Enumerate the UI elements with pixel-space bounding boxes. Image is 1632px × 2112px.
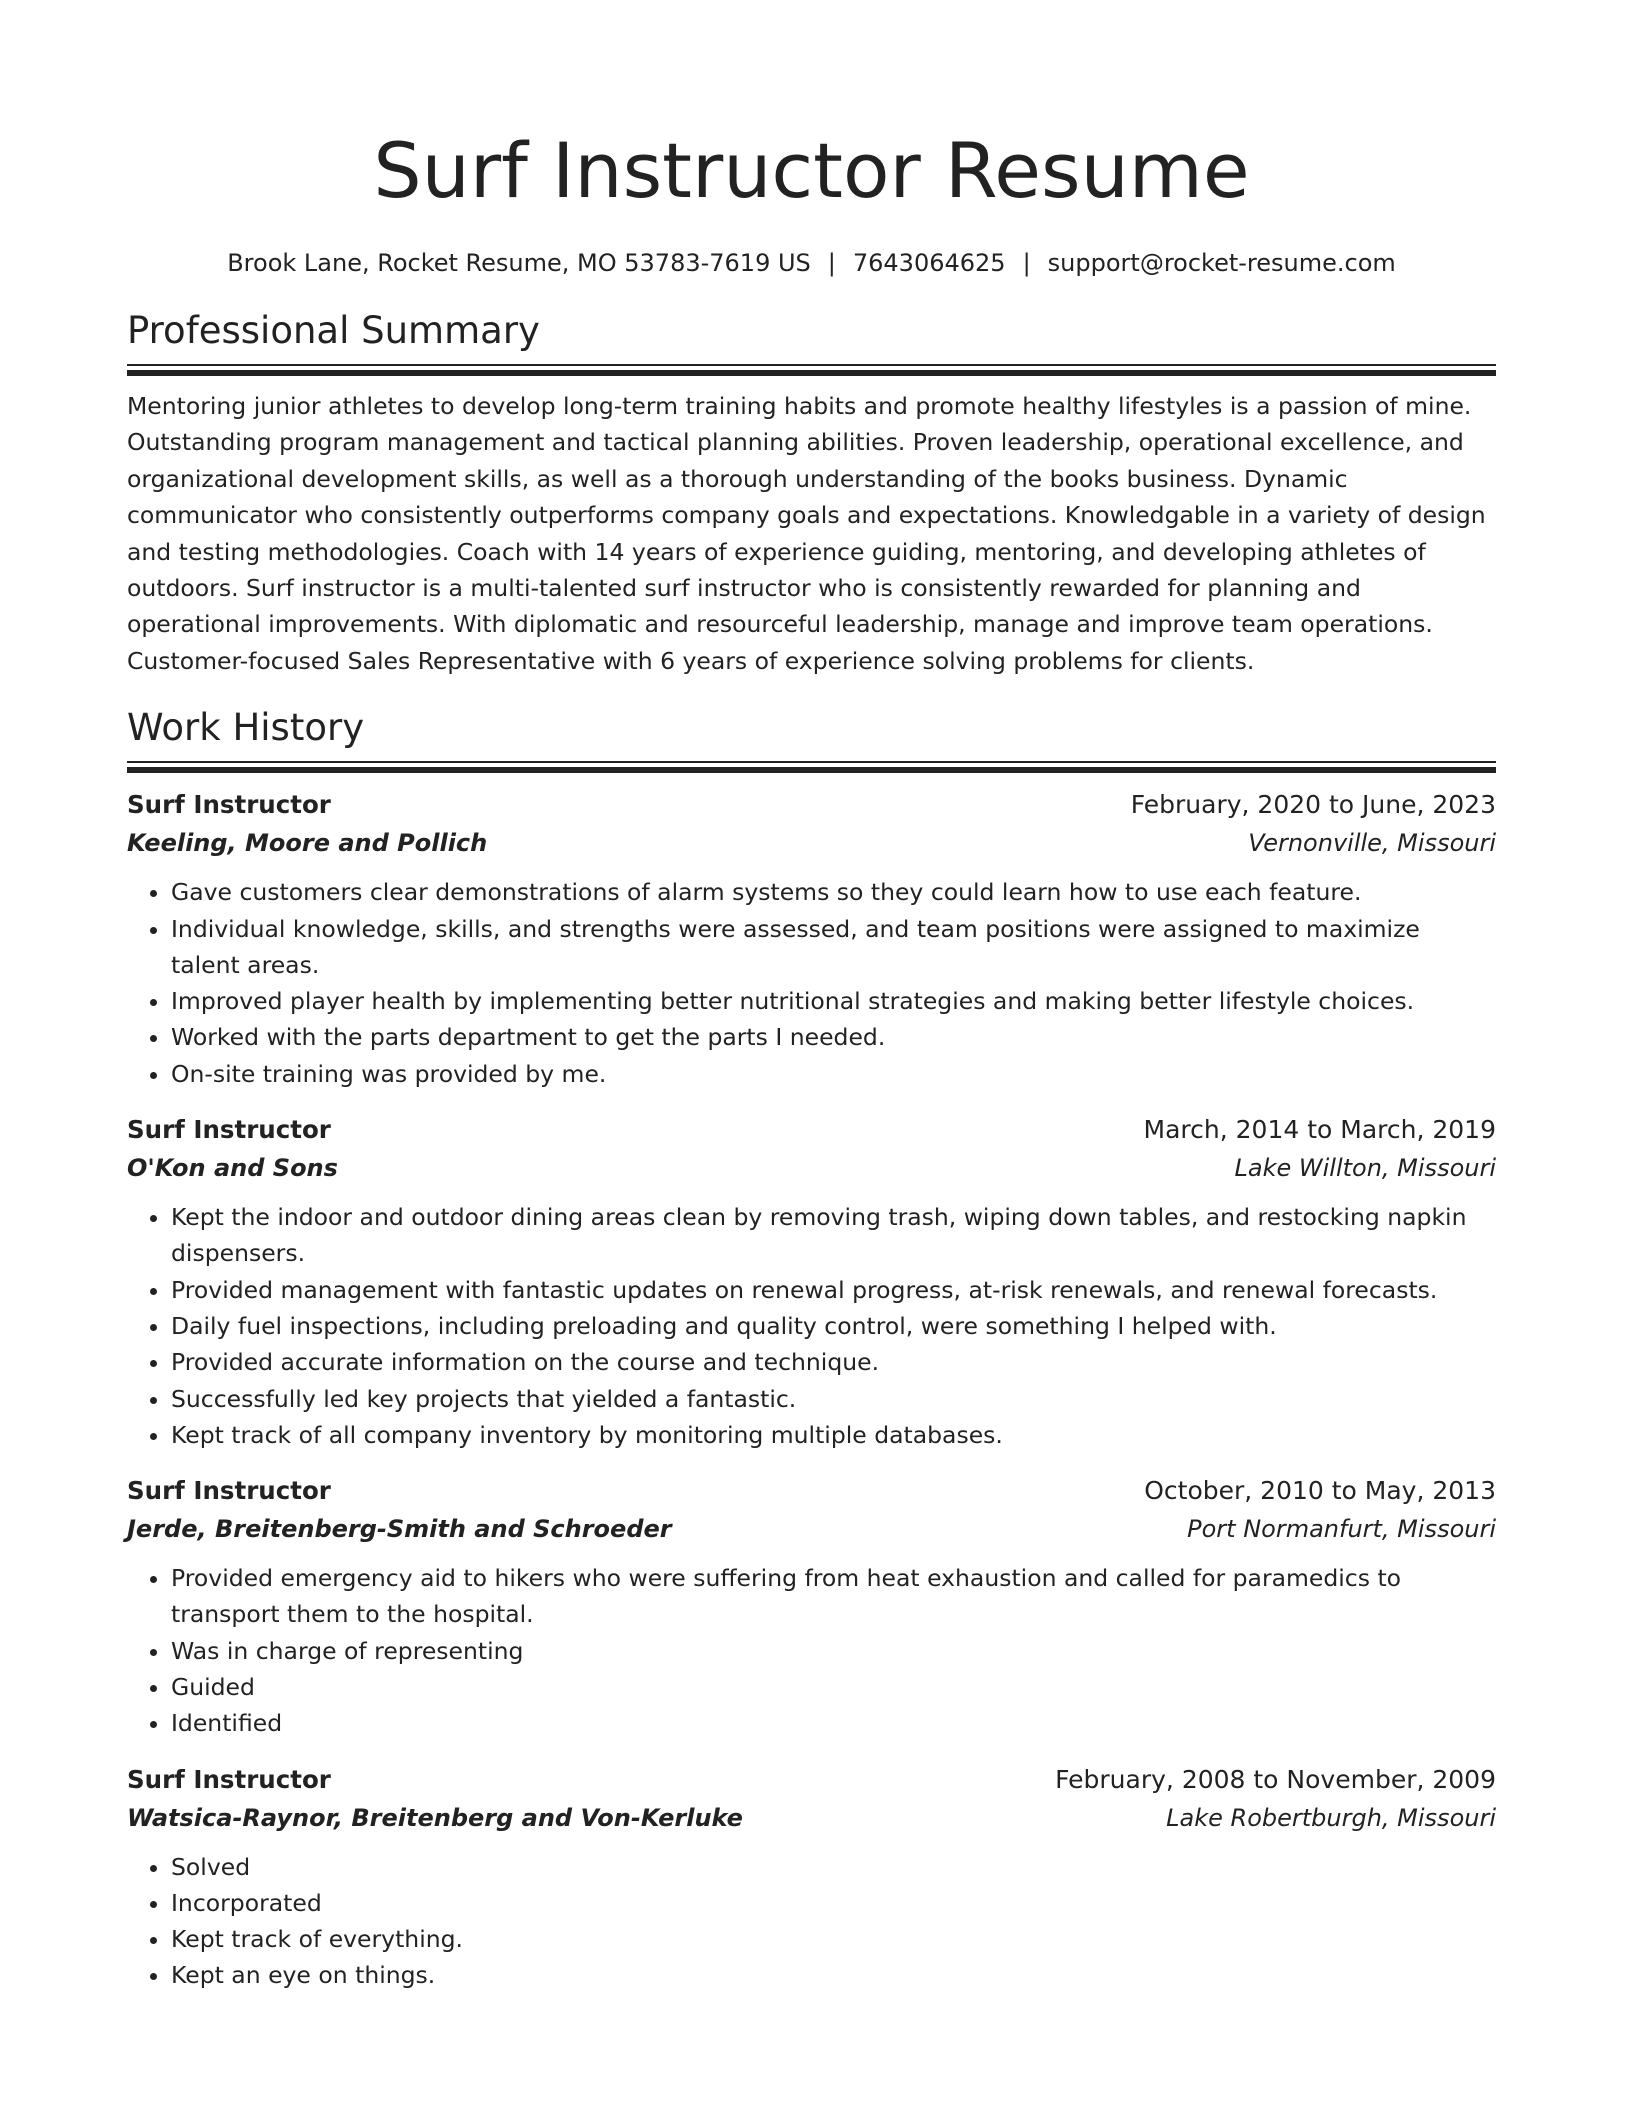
job-bullet: • Gave customers clear demonstrations of alarm systems so they could learn how to use each feature. <box>171 874 1496 910</box>
job-bullets <box>127 1199 1496 1453</box>
job-bullet: • Provided management with fantastic updates on renewal progress, at-risk renewals, and renewal forecasts. <box>171 1272 1496 1308</box>
job-bullet: • Kept track of everything. <box>171 1921 1496 1957</box>
job-bullet: • Kept an eye on things. <box>171 1957 1496 1993</box>
job-bullet: • Was in charge of representing <box>171 1633 1496 1669</box>
job-bullet: • Daily fuel inspections, including preloading and quality control, were something I helped with. <box>171 1308 1496 1344</box>
job-location: Port Normanfurt, Missouri <box>1187 1515 1496 1544</box>
contact-address: Brook Lane, Rocket Resume, MO 53783-7619 US <box>227 249 811 277</box>
job-company: O'Kon and Sons <box>127 1154 338 1183</box>
job-bullet: • Provided emergency aid to hikers who were suffering from heat exhaustion and called for paramedics to transport them to the hospital. <box>171 1560 1496 1633</box>
section-divider <box>127 761 1496 773</box>
job-location: Vernonville, Missouri <box>1248 829 1496 858</box>
resume-title: Surf Instructor Resume <box>373 126 1250 215</box>
job-title: Surf Instructor <box>127 1764 331 1794</box>
summary-heading: Professional Summary <box>127 309 540 352</box>
contact-line <box>127 246 1496 280</box>
job-bullet: • Kept the indoor and outdoor dining areas clean by removing trash, wiping down tables, and restocking napkin dispensers. <box>171 1199 1496 1272</box>
section-divider <box>127 364 1496 376</box>
job-company: Keeling, Moore and Pollich <box>127 829 488 858</box>
job-location: Lake Willton, Missouri <box>1234 1154 1496 1183</box>
job-bullets <box>127 874 1496 1092</box>
job-bullet: • Identified <box>171 1705 1496 1741</box>
job-bullets <box>127 1849 1496 1994</box>
work-history-heading: Work History <box>127 706 365 750</box>
job-bullet: • Provided accurate information on the course and technique. <box>171 1344 1496 1380</box>
contact-phone: 7643064625 <box>852 249 1006 277</box>
job-company: Watsica-Raynor, Breitenberg and Von-Kerluke <box>127 1803 743 1832</box>
job-bullet: • Incorporated <box>171 1885 1496 1921</box>
job-entry <box>127 1473 1496 1741</box>
job-bullet: • Successfully led key projects that yielded a fantastic. <box>171 1381 1496 1417</box>
job-bullets <box>127 1560 1496 1741</box>
summary-text: Mentoring junior athletes to develop long-term training habits and promote healthy lifestyles is a passion of mine. Outstanding program management and tactical planning abilities. Proven leadership, operational excellence, and organizational development skills, as well as a thorough understanding of the books business. Dynamic communicator who consistently outperforms company goals and expectations. Knowledgable in a variety of design and testing methodologies. Coach with 14 years of experience guiding, mentoring, and developing athletes of outdoors. Surf instructor is a multi-talented surf instructor who is consistently rewarded for planning and operational improvements. With diplomatic and resourceful leadership, manage and improve team operations. Customer-focused Sales Representative with 6 years of experience solving problems for clients. <box>127 392 1486 675</box>
job-dates: February, 2020 to June, 2023 <box>1130 790 1496 820</box>
job-bullet: • Individual knowledge, skills, and strengths were assessed, and team positions were assigned to maximize talent areas. <box>171 911 1496 984</box>
job-bullet: • Solved <box>171 1849 1496 1885</box>
contact-email[interactable]: support@rocket-resume.com <box>1047 249 1396 277</box>
contact-separator: | <box>827 249 836 277</box>
job-company: Jerde, Breitenberg-Smith and Schroeder <box>127 1515 672 1544</box>
job-location: Lake Robertburgh, Missouri <box>1166 1803 1496 1832</box>
job-bullet: • Kept track of all company inventory by monitoring multiple databases. <box>171 1417 1496 1453</box>
job-dates: March, 2014 to March, 2019 <box>1143 1115 1496 1145</box>
job-bullet: • Worked with the parts department to get the parts I needed. <box>171 1019 1496 1055</box>
job-title: Surf Instructor <box>127 1115 331 1145</box>
job-entry <box>127 1762 1496 1994</box>
contact-separator: | <box>1022 249 1031 277</box>
job-bullet: • Guided <box>171 1669 1496 1705</box>
job-bullet: • Improved player health by implementing better nutritional strategies and making better lifestyle choices. <box>171 983 1496 1019</box>
job-title: Surf Instructor <box>127 790 331 820</box>
job-dates: October, 2010 to May, 2013 <box>1144 1476 1496 1506</box>
job-entry <box>127 1112 1496 1453</box>
resume-page <box>127 0 1496 1994</box>
job-bullet: • On-site training was provided by me. <box>171 1056 1496 1092</box>
job-entry <box>127 787 1496 1092</box>
job-dates: February, 2008 to November, 2009 <box>1055 1764 1496 1794</box>
job-title: Surf Instructor <box>127 1476 331 1506</box>
